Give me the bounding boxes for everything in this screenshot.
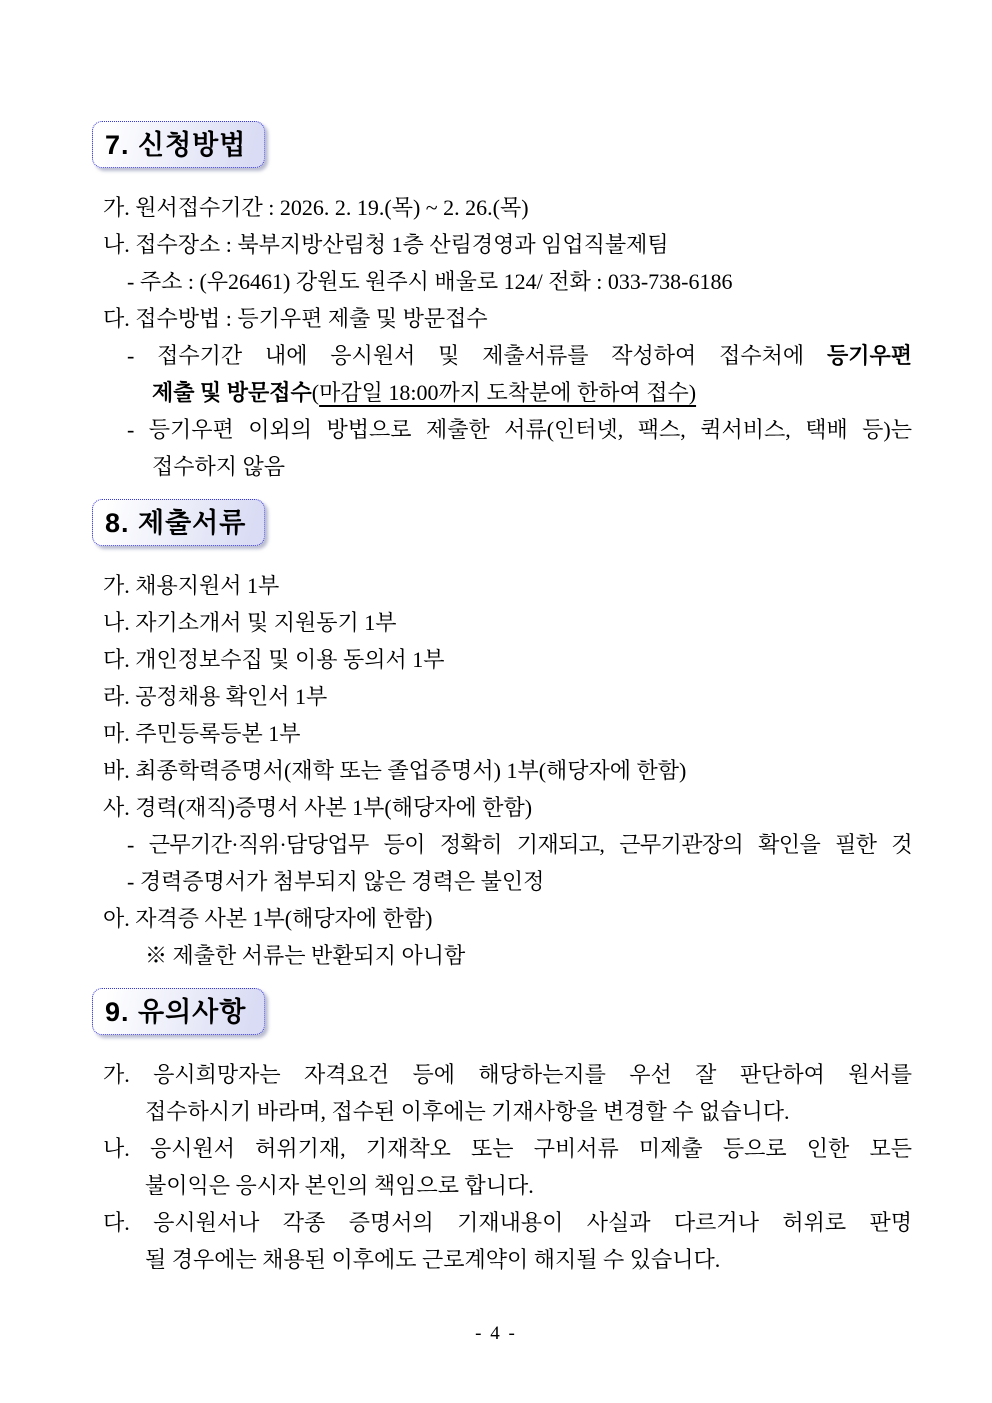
list-item-privacy-consent: 다. 개인정보수집 및 이용 동의서 1부: [103, 647, 445, 672]
list-item-note-b-line2: 불이익은 응시자 본인의 책임으로 합니다.: [145, 1173, 534, 1198]
list-item-submission-line1: [127, 337, 912, 374]
list-item-submission-line2: [152, 374, 912, 411]
list-item-note-a-line2: 접수하시기 바라며, 접수된 이후에는 기재사항을 변경할 수 없습니다.: [145, 1099, 790, 1124]
list-item-note-c-line1: 다. 응시원서나 각종 증명서의 기재내용이 사실과 다르거나 허위로 판명: [103, 1210, 912, 1235]
paren: (: [311, 380, 320, 405]
note-no-return: ※ 제출한 서류는 반환되지 아니함: [145, 943, 466, 968]
submission-bold-visit: 제출 및 방문접수: [152, 380, 312, 405]
list-item-license-copy: 아. 자격증 사본 1부(해당자에 한함): [103, 906, 433, 931]
list-item-other-methods-line1: - 등기우편 이외의 방법으로 제출한 서류(인터넷, 팩스, 퀵서비스, 택배 등)는: [127, 417, 912, 442]
list-item-career-certificate: 사. 경력(재직)증명서 사본 1부(해당자에 한함): [103, 795, 533, 820]
submission-text: - 접수기간 내에 응시원서 및 제출서류를 작성하여 접수처에: [127, 343, 805, 368]
list-item-other-methods-line2: 접수하지 않음: [152, 454, 286, 479]
submission-bold-registered-mail: 등기우편: [826, 343, 912, 368]
list-item-address: - 주소 : (우26461) 강원도 원주시 배울로 124/ 전화 : 033-738-6186: [127, 269, 733, 294]
section-application-method: [92, 121, 912, 485]
list-item-note-c-line2: 될 경우에는 채용된 이후에도 근로계약이 해지될 수 있습니다.: [145, 1247, 721, 1272]
list-item-note-b-line1: 나. 응시원서 허위기재, 기재착오 또는 구비서류 미제출 등으로 인한 모든: [103, 1136, 912, 1161]
section-notes: [92, 988, 912, 1278]
page-number: - 4 -: [475, 1323, 517, 1344]
list-item-reception-period: 가. 원서접수기간 : 2026. 2. 19.(목) ~ 2. 26.(목): [103, 195, 529, 220]
list-item-application-form: 가. 채용지원서 1부: [103, 573, 280, 598]
list-item-education-certificate: 바. 최종학력증명서(재학 또는 졸업증명서) 1부(해당자에 한함): [103, 758, 687, 783]
list-item-note-a-line1: 가. 응시희망자는 자격요건 등에 해당하는지를 우선 잘 판단하여 원서를: [103, 1062, 912, 1087]
section-9-heading: 9. 유의사항: [92, 988, 265, 1035]
list-item-reception-place: 나. 접수장소 : 북부지방산림청 1층 산림경영과 임업직불제팀: [103, 232, 669, 257]
section-7-heading: 7. 신청방법: [92, 121, 265, 168]
list-item-self-introduction: 나. 자기소개서 및 지원동기 1부: [103, 610, 397, 635]
list-item-career-detail2: - 경력증명서가 첨부되지 않은 경력은 불인정: [127, 869, 545, 894]
list-item-resident-register: 마. 주민등록등본 1부: [103, 721, 301, 746]
section-8-heading: 8. 제출서류: [92, 499, 265, 546]
list-item-fair-hiring: 라. 공정채용 확인서 1부: [103, 684, 328, 709]
section-submission-documents: [92, 499, 912, 974]
list-item-reception-method: 다. 접수방법 : 등기우편 제출 및 방문접수: [103, 306, 488, 331]
list-item-career-detail1: - 근무기간·직위·담당업무 등이 정확히 기재되고, 근무기관장의 확인을 필한 것: [127, 832, 912, 857]
deadline-underlined: 마감일 18:00까지 도착분에 한하여 접수): [319, 380, 697, 405]
